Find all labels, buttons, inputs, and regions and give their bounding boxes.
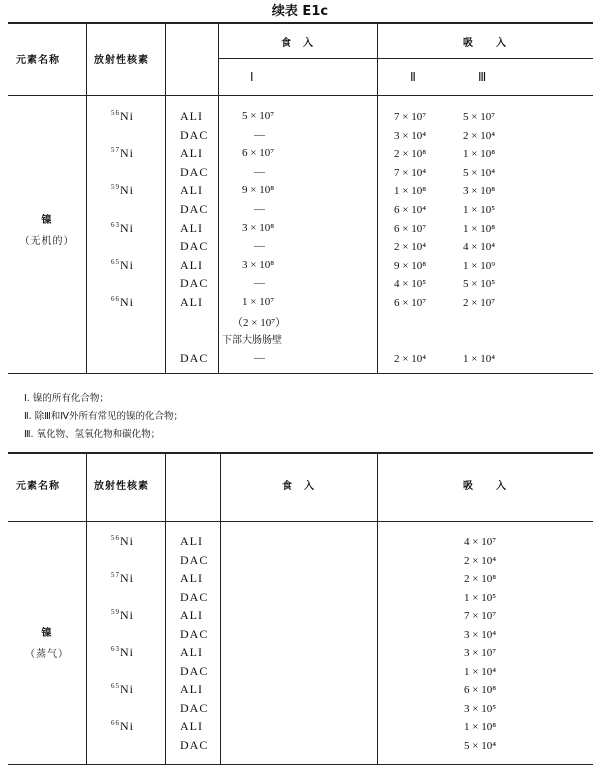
header-element-name: 元素名称: [16, 481, 60, 492]
row-type: ALI: [180, 645, 203, 659]
table1-col-divider: [218, 23, 219, 373]
ni66-dac-ingestion: —: [254, 352, 265, 364]
row-type: DAC: [180, 552, 209, 567]
row-ingestion: 3 × 10⁸: [242, 258, 275, 271]
row-ingestion: 6 × 10⁷: [242, 147, 275, 160]
element-name-cell: 镍: [41, 628, 53, 639]
ni66-organ-label: 下部大肠肠壁: [222, 335, 282, 346]
row-type: DAC: [180, 164, 209, 179]
row-inhalation-2: 2 × 10⁸: [394, 148, 427, 161]
row-ingestion: 9 × 10⁸: [242, 184, 275, 197]
row-inhalation-3: 4 × 10⁴: [463, 241, 496, 254]
table2-col-divider: [377, 453, 378, 764]
row-type: ALI: [180, 719, 203, 733]
ni66-dac-type: DAC: [180, 351, 209, 365]
row-inhalation-3: 2 × 10⁷: [463, 297, 496, 309]
table2-top-rule: [8, 452, 593, 454]
row-inhalation-2: 3 × 10⁴: [394, 129, 427, 142]
row-type: DAC: [180, 737, 209, 752]
header-class-1: Ⅰ: [250, 70, 255, 84]
row-type: DAC: [180, 276, 209, 291]
row-type: ALI: [180, 183, 203, 198]
row-inhalation: 3 × 10⁴: [464, 628, 497, 641]
row-inhalation-2: 9 × 10⁸: [394, 259, 427, 272]
row-inhalation: 2 × 10⁸: [464, 573, 497, 585]
row-inhalation-3: 1 × 10⁸: [463, 148, 496, 161]
table1-col-divider: [377, 23, 378, 373]
row-inhalation-3: 3 × 10⁸: [463, 185, 496, 198]
header-element-name: 元素名称: [16, 55, 60, 66]
row-ingestion: 1 × 10⁷: [242, 296, 275, 308]
row-type: DAC: [180, 127, 209, 142]
ni66-dac-inhalation-2: 2 × 10⁴: [394, 353, 427, 365]
header-class-3: Ⅲ: [478, 70, 488, 84]
row-inhalation-2: 4 × 10⁵: [394, 278, 427, 291]
nuclide-label: $^{63}$Ni: [111, 220, 134, 235]
note-3: Ⅲ. 氧化物、氢氧化物和碳化物；: [24, 429, 161, 440]
nuclide-label: $^{56}$Ni: [111, 109, 134, 123]
row-ingestion: 5 × 10⁷: [242, 110, 275, 122]
row-type: ALI: [180, 220, 203, 235]
row-type: ALI: [180, 534, 203, 548]
nuclide-label: $^{66}$Ni: [111, 719, 134, 733]
row-inhalation-2: 2 × 10⁴: [394, 241, 427, 254]
nuclide-label: $^{57}$Ni: [111, 146, 134, 161]
row-inhalation: 2 × 10⁴: [464, 554, 497, 567]
row-type: ALI: [180, 146, 203, 161]
row-inhalation-3: 5 × 10⁵: [463, 278, 496, 291]
row-type: ALI: [180, 608, 203, 622]
table2-col-divider: [165, 453, 166, 764]
note-1: Ⅰ. 镍的所有化合物；: [24, 393, 109, 404]
row-inhalation-3: 1 × 10⁹: [463, 259, 496, 272]
nuclide-label: $^{56}$Ni: [111, 534, 134, 548]
row-inhalation-3: 1 × 10⁸: [463, 222, 496, 235]
row-inhalation-3: 5 × 10⁷: [463, 111, 496, 123]
table1-header-rule: [8, 95, 593, 96]
row-inhalation-2: 1 × 10⁸: [394, 185, 427, 198]
row-ingestion: —: [254, 203, 265, 215]
row-inhalation-3: 5 × 10⁴: [463, 166, 496, 179]
row-type: DAC: [180, 663, 209, 678]
row-type: DAC: [180, 700, 209, 715]
table1-col-divider: [165, 23, 166, 373]
row-type: ALI: [180, 571, 203, 585]
ni66-alternate-value: （2 × 10⁷）: [232, 317, 287, 329]
row-ingestion: —: [254, 128, 265, 141]
nuclide-label: $^{66}$Ni: [111, 295, 134, 309]
nuclide-label: $^{59}$Ni: [111, 608, 134, 622]
row-inhalation: 6 × 10⁸: [464, 684, 497, 696]
header-inhalation: 吸 入: [463, 38, 507, 49]
element-form-cell: （蒸气）: [25, 649, 69, 660]
row-inhalation-2: 6 × 10⁴: [394, 204, 427, 216]
row-type: ALI: [180, 682, 203, 696]
row-inhalation-3: 2 × 10⁴: [463, 129, 496, 142]
table2-col-divider: [86, 453, 87, 764]
header-nuclide: 放射性核素: [94, 55, 149, 66]
row-type: DAC: [180, 239, 209, 254]
nuclide-label: $^{65}$Ni: [111, 257, 134, 272]
row-type: DAC: [180, 589, 209, 604]
row-inhalation-2: 6 × 10⁷: [394, 297, 427, 309]
table2-bottom-rule: [8, 764, 593, 765]
table2-header-rule: [8, 521, 593, 522]
header-class-2: Ⅱ: [410, 70, 417, 84]
header-ingestion: 食 入: [282, 481, 315, 492]
row-inhalation-3: 1 × 10⁵: [463, 204, 496, 216]
header-inhalation: 吸 入: [463, 481, 507, 492]
element-name-cell: 镍: [41, 215, 53, 226]
element-form-cell: （无机的）: [19, 236, 75, 247]
table1-bottom-rule: [8, 373, 593, 374]
row-type: ALI: [180, 257, 203, 272]
row-inhalation: 1 × 10⁸: [464, 721, 497, 733]
row-inhalation-2: 7 × 10⁷: [394, 111, 427, 123]
row-ingestion: —: [254, 240, 265, 253]
table2-col-divider: [220, 453, 221, 764]
row-inhalation: 5 × 10⁴: [464, 739, 497, 752]
row-inhalation-2: 7 × 10⁴: [394, 166, 427, 179]
row-inhalation: 4 × 10⁷: [464, 536, 497, 548]
header-nuclide: 放射性核素: [94, 481, 149, 492]
table1-col-divider: [86, 23, 87, 373]
row-inhalation: 7 × 10⁷: [464, 610, 497, 622]
row-inhalation-2: 6 × 10⁷: [394, 222, 427, 235]
row-ingestion: —: [254, 277, 265, 290]
row-ingestion: 3 × 10⁸: [242, 221, 275, 234]
nuclide-label: $^{65}$Ni: [111, 682, 134, 696]
row-inhalation: 1 × 10⁵: [464, 591, 497, 604]
row-type: DAC: [180, 626, 209, 641]
header-ingestion: 食 入: [281, 38, 314, 49]
table1-top-rule: [8, 22, 593, 24]
caption: 续表 E1c: [271, 4, 329, 19]
table1-header-subrule: [218, 58, 593, 59]
nuclide-label: $^{63}$Ni: [111, 645, 134, 659]
row-inhalation: 1 × 10⁴: [464, 665, 497, 678]
note-2: Ⅱ. 除Ⅲ和Ⅳ外所有常见的镍的化合物；: [24, 411, 184, 422]
row-type: DAC: [180, 202, 209, 216]
row-ingestion: —: [254, 165, 265, 178]
nuclide-label: $^{59}$Ni: [111, 183, 134, 198]
row-type: ALI: [180, 295, 203, 309]
row-type: ALI: [180, 109, 203, 123]
ni66-dac-inhalation-3: 1 × 10⁴: [463, 353, 496, 365]
nuclide-label: $^{57}$Ni: [111, 571, 134, 585]
row-inhalation: 3 × 10⁵: [464, 702, 497, 715]
row-inhalation: 3 × 10⁷: [464, 647, 497, 659]
